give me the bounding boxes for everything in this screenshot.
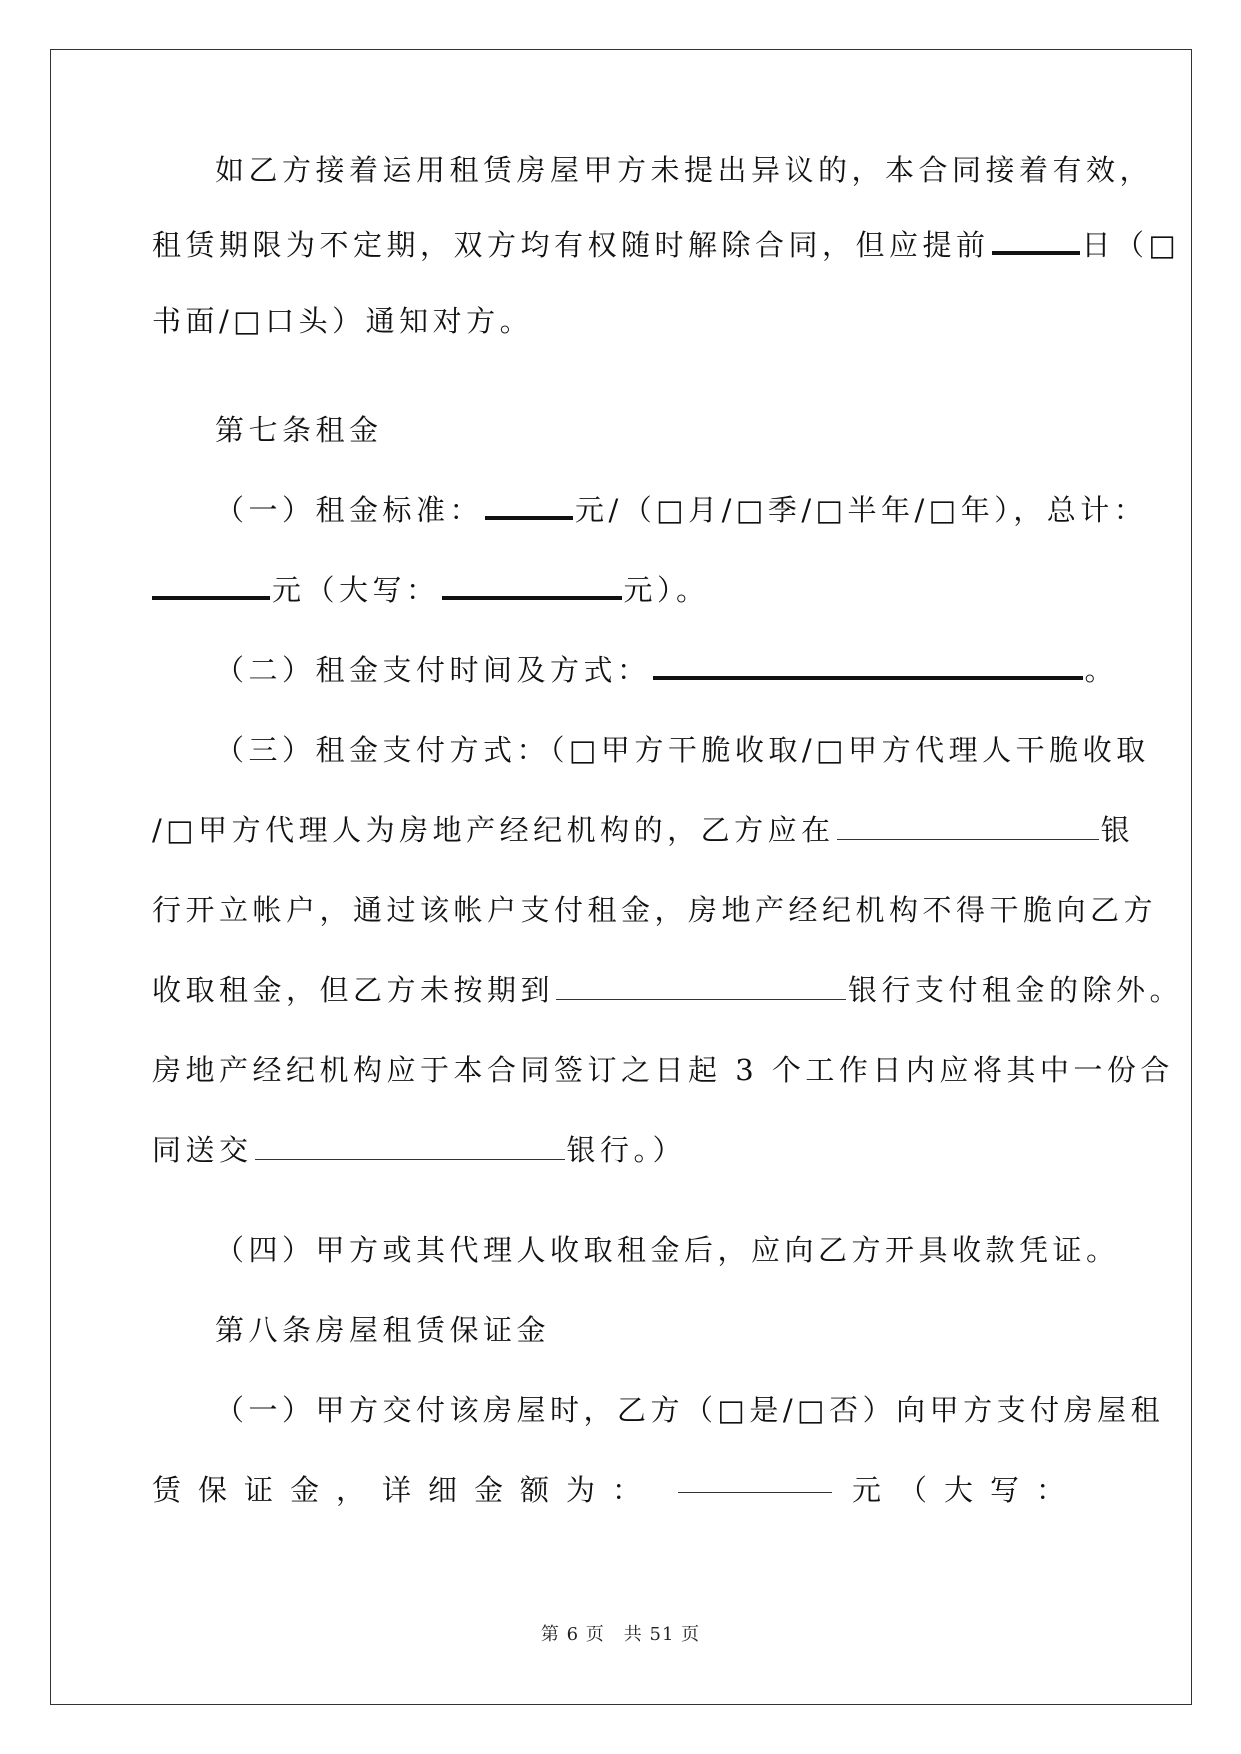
paragraph-line (152, 225, 1180, 265)
text: 收取租金，但乙方未按期到 (152, 973, 555, 1007)
text: 房地产经纪机构应于本合同签订之日起 3 个工作日内应将其中一份合 (152, 1053, 1174, 1087)
text: /□甲方代理人为房地产经纪机构的，乙方应在 (152, 813, 835, 847)
paragraph-line (152, 810, 1134, 850)
paragraph-line (152, 970, 1183, 1010)
text: （一）租金标准： (215, 493, 484, 527)
paragraph-line (152, 570, 710, 610)
paragraph-line (152, 1470, 1082, 1510)
text: 元（大写： (272, 573, 440, 607)
text: 书面/□口头）通知对方。 (152, 304, 534, 338)
paragraph-line (215, 1390, 1164, 1430)
paragraph-line (152, 301, 533, 341)
text: 如乙方接着运用租赁房屋甲方未提出异议的，本合同接着有效， (215, 153, 1154, 187)
section-heading (215, 410, 383, 450)
text: 日（□ (1081, 228, 1181, 262)
text: 银 (1100, 813, 1135, 847)
text: 行开立帐户，通过该帐户支付租金，房地产经纪机构不得干脆向乙方 (152, 893, 1158, 927)
paragraph-line (215, 150, 1153, 190)
text: 。 (1084, 653, 1119, 687)
text: （三）租金支付方式：（□甲方干脆收取/□甲方代理人干脆收取 (215, 733, 1150, 767)
text: （二）租金支付时间及方式： (215, 653, 651, 687)
fill-blank[interactable] (255, 1137, 565, 1160)
paragraph-line (215, 730, 1150, 770)
page-number: 第 6 页 共 51 页 (540, 1624, 701, 1645)
text: 元）。 (623, 573, 710, 607)
text: （四）甲方或其代理人收取租金后，应向乙方开具收款凭证。 (215, 1233, 1120, 1267)
text: 赁保证金，详细金额为： (152, 1473, 659, 1507)
text: 银行。） (566, 1133, 687, 1167)
paragraph-line (152, 1050, 1174, 1090)
text: 元（大写： (851, 1473, 1082, 1507)
fill-blank[interactable] (556, 977, 846, 1000)
page-border (50, 49, 1192, 1705)
text: （一）甲方交付该房屋时，乙方（□是/□否）向甲方支付房屋租 (215, 1393, 1165, 1427)
paragraph-line (152, 1130, 686, 1170)
fill-blank[interactable] (485, 494, 573, 520)
paragraph-line (152, 890, 1157, 930)
fill-blank[interactable] (152, 574, 270, 600)
text: 第七条租金 (215, 413, 383, 447)
paragraph-line (215, 490, 1147, 530)
paragraph-line (215, 1230, 1120, 1270)
fill-blank[interactable] (837, 817, 1099, 840)
section-heading (215, 1310, 550, 1350)
text: 银行支付租金的除外。 (848, 973, 1184, 1007)
fill-blank[interactable] (442, 574, 622, 600)
text: 元/（□月/□季/□半年/□年），总计： (575, 493, 1148, 527)
fill-blank[interactable] (653, 654, 1083, 680)
page-footer (0, 1620, 1241, 1646)
text: 第八条房屋租赁保证金 (215, 1313, 551, 1347)
text: 同送交 (152, 1133, 253, 1167)
paragraph-line (215, 650, 1118, 690)
fill-blank[interactable] (678, 1470, 832, 1493)
fill-blank[interactable] (992, 229, 1080, 255)
text: 租赁期限为不定期，双方均有权随时解除合同，但应提前 (152, 228, 990, 262)
